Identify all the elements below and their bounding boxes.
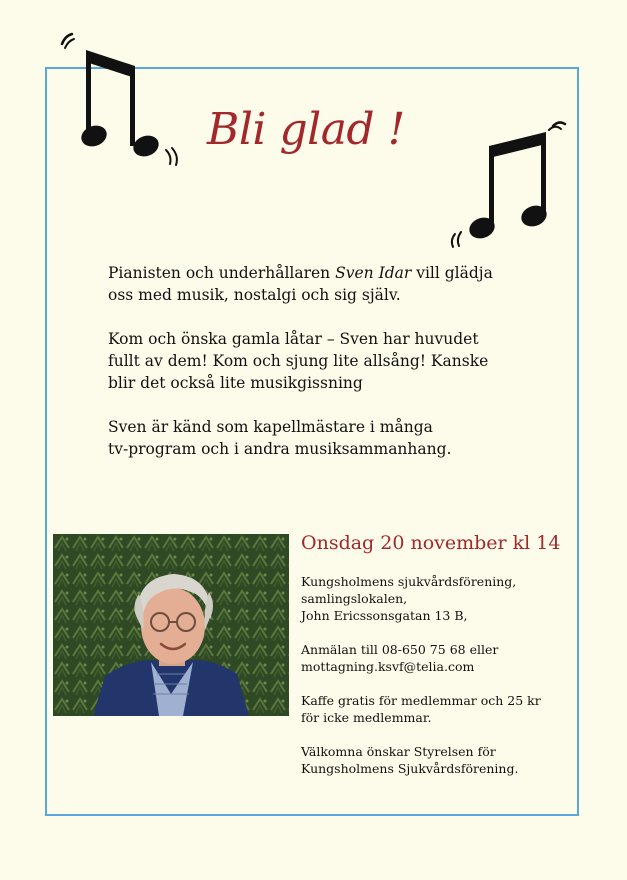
event-info-line: Kaffe gratis för medlemmar och 25 kr bbox=[301, 693, 541, 708]
intro-text-segment: oss med musik, nostalgi och sig själv. bbox=[108, 286, 401, 304]
intro-paragraph-2 bbox=[108, 328, 528, 394]
intro-text bbox=[108, 262, 528, 482]
event-location bbox=[301, 573, 571, 624]
event-signup bbox=[301, 641, 571, 675]
event-info-line: för icke medlemmar. bbox=[301, 710, 432, 725]
event-info-line: Anmälan till 08-650 75 68 eller bbox=[301, 642, 499, 657]
event-info-line: Kungsholmens sjukvårdsförening, bbox=[301, 574, 517, 589]
event-date: Onsdag 20 november kl 14 bbox=[301, 532, 561, 554]
intro-text-segment: fullt av dem! Kom och sjung lite allsång! Kanske bbox=[108, 352, 489, 370]
event-info-line: Kungsholmens Sjukvårdsförening. bbox=[301, 761, 519, 776]
performer-photo bbox=[53, 534, 289, 716]
event-info-line: samlingslokalen, bbox=[301, 591, 408, 606]
intro-text-segment: Sven är känd som kapellmästare i många bbox=[108, 418, 433, 436]
intro-paragraph-3 bbox=[108, 416, 528, 460]
intro-text-segment: blir det också lite musikgissning bbox=[108, 374, 363, 392]
music-note-icon bbox=[58, 30, 183, 170]
event-info-line: John Ericssonsgatan 13 B, bbox=[301, 608, 468, 623]
intro-text-segment: Pianisten och underhållaren bbox=[108, 264, 336, 282]
event-info bbox=[301, 530, 571, 794]
intro-text-segment: Kom och önska gamla låtar – Sven har huvudet bbox=[108, 330, 479, 348]
intro-paragraph-1 bbox=[108, 262, 528, 306]
intro-text-segment: vill glädja bbox=[411, 264, 493, 282]
event-welcome bbox=[301, 743, 571, 777]
event-info-line: Välkomna önskar Styrelsen för bbox=[301, 744, 496, 759]
performer-name: Sven Idar bbox=[335, 264, 412, 282]
intro-text-segment: tv-program och i andra musiksammanhang. bbox=[108, 440, 452, 458]
event-coffee bbox=[301, 692, 571, 726]
music-note-icon bbox=[445, 112, 570, 252]
contact-email: mottagning.ksvf@telia.com bbox=[301, 659, 475, 674]
page-title: Bli glad ! bbox=[207, 104, 405, 155]
